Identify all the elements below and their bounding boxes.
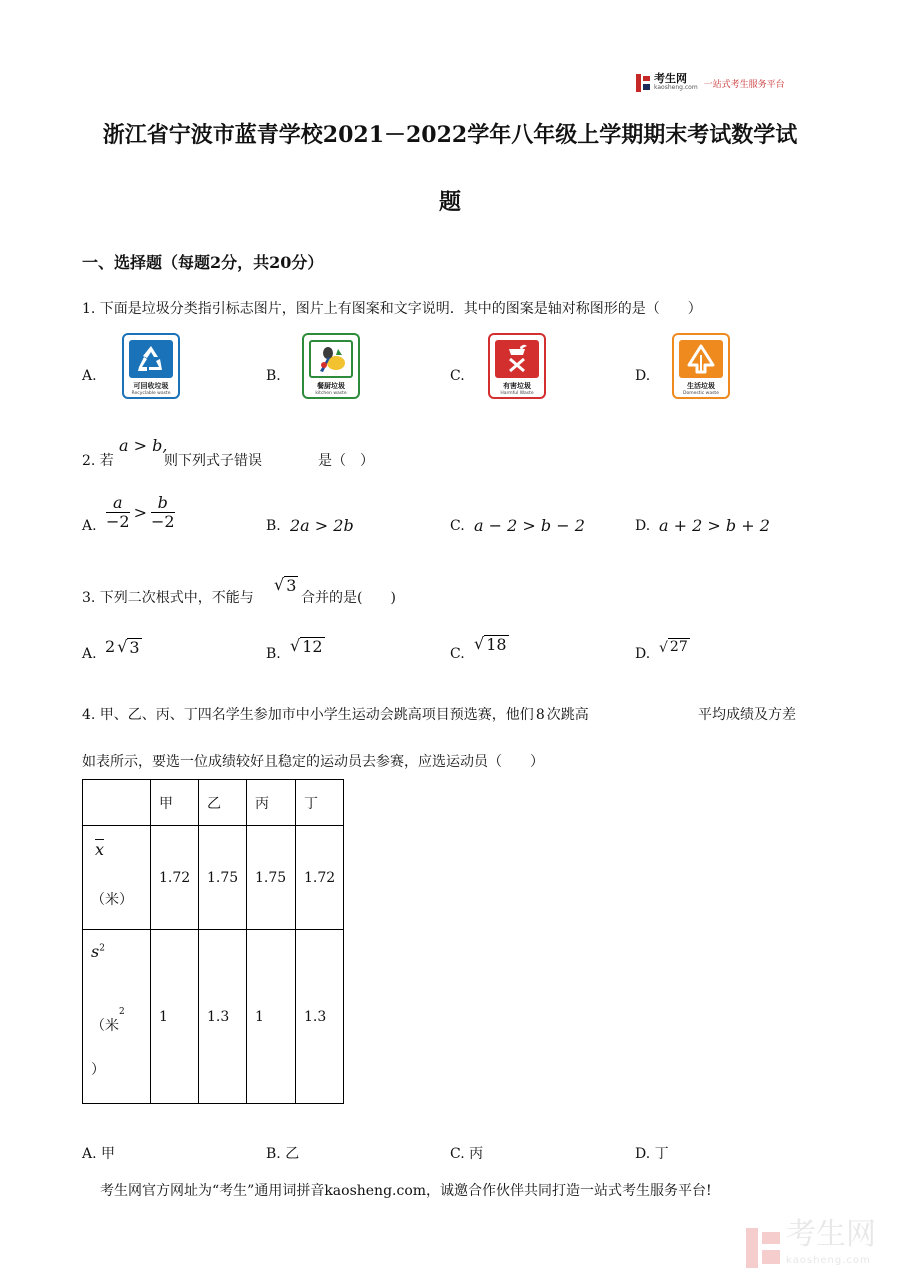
- q3-option-a-expression[interactable]: 2 √ 3: [105, 637, 140, 657]
- q1-option-b-letter: B.: [266, 368, 281, 384]
- q4-option-b[interactable]: B. 乙: [266, 1146, 300, 1162]
- q1-option-d-domestic-sign[interactable]: [672, 333, 730, 399]
- table-cell: 1.72: [296, 826, 344, 930]
- question-3-suffix: 合并的是( ): [301, 590, 396, 606]
- q1-option-c-label: 有害垃圾: [503, 382, 531, 390]
- question-4-line1: 4. 甲、乙、丙、丁四名学生参加市中小学生运动会跳高项目预选赛，他们 8 次跳高: [82, 707, 589, 723]
- table-corner-cell: [83, 780, 151, 826]
- q3-option-d-expression[interactable]: √ 27: [659, 639, 688, 656]
- q3-option-c-letter: C.: [450, 646, 465, 662]
- q1-option-c-harmful-sign[interactable]: [488, 333, 546, 399]
- table-cell: 1.75: [199, 826, 247, 930]
- row-label-variance: $s^2$ （米$^2$ ）: [83, 930, 151, 1104]
- q1-option-a-sublabel: Recyclable waste: [131, 391, 171, 396]
- q2-option-b-letter: B.: [266, 518, 281, 534]
- section-heading: 一、选择题（每题2分，共20分）: [82, 253, 324, 272]
- table-cell: 1.72: [151, 826, 199, 930]
- question-3-radical: √ 3: [274, 575, 297, 595]
- table-cell: 1.3: [296, 930, 344, 1104]
- site-logo[interactable]: [636, 72, 785, 94]
- q1-option-a-letter: A.: [82, 368, 97, 384]
- q2-option-b-expression[interactable]: 2a > 2b: [290, 516, 354, 535]
- q2-option-d-expression[interactable]: a + 2 > b + 2: [659, 516, 770, 535]
- q3-option-d-letter: D.: [635, 646, 651, 662]
- question-2-condition: a > b,: [119, 436, 168, 455]
- table-cell: 1: [151, 930, 199, 1104]
- q2-option-c-expression[interactable]: a − 2 > b − 2: [474, 516, 585, 535]
- watermark-logo-icon: [746, 1228, 780, 1268]
- table-header-cell: 乙: [199, 780, 247, 826]
- table-row-variance: [83, 930, 344, 1104]
- table-header-cell: 丙: [247, 780, 296, 826]
- domestic-waste-icon: [679, 340, 723, 378]
- q4-option-d[interactable]: D. 丁: [635, 1146, 669, 1162]
- q1-option-b-kitchen-sign[interactable]: [302, 333, 360, 399]
- q2-option-a-operator: >: [133, 503, 147, 522]
- question-2-suffix: 则下列式子错误: [164, 453, 262, 469]
- q4-stats-table: [82, 779, 344, 1104]
- row-label-mean: $\overline{x}$ （米）: [83, 826, 151, 930]
- q2-option-a-fraction-right: $\frac{b}{-2}$: [151, 493, 175, 531]
- recycle-icon: [129, 340, 173, 378]
- q3-option-b-letter: B.: [266, 646, 281, 662]
- q2-option-a-fraction-left: $\frac{a}{-2}$: [106, 493, 130, 531]
- page-title: 浙江省宁波市蓝青学校2021－2022学年八年级上学期期末考试数学试: [102, 122, 798, 148]
- q1-option-b-sublabel: kitchen waste: [315, 391, 347, 396]
- question-4-line2: 如表所示，要选一位成绩较好且稳定的运动员去参赛，应选运动员（ ）: [82, 754, 544, 770]
- logo-text: 考生网 kaosheng.com: [654, 72, 698, 91]
- q3-option-a-letter: A.: [82, 646, 97, 662]
- table-row-mean: [83, 826, 344, 930]
- table-cell: 1.75: [247, 826, 296, 930]
- q2-option-a-expression[interactable]: [106, 494, 175, 531]
- q2-option-a-letter: A.: [82, 518, 97, 534]
- q3-option-c-expression[interactable]: √ 18: [474, 634, 507, 654]
- kitchen-waste-icon: [309, 340, 353, 378]
- question-4-line1-end: 平均成绩及方差: [698, 707, 796, 723]
- q1-option-a-recyclable-sign[interactable]: [122, 333, 180, 399]
- footer-note: 考生网官方网址为“考生”通用词拼音kaosheng.com，诚邀合作伙伴共同打造一站式考生服务平台!: [100, 1183, 712, 1199]
- q1-option-c-letter: C.: [450, 368, 465, 384]
- q4-option-c[interactable]: C. 丙: [450, 1146, 484, 1162]
- q4-option-a[interactable]: A. 甲: [82, 1146, 116, 1162]
- q1-option-d-letter: D.: [635, 368, 651, 384]
- harmful-waste-icon: [495, 340, 539, 378]
- question-1-stem: 1. 下面是垃圾分类指引标志图片，图片上有图案和文字说明．其中的图案是轴对称图形的是（ ）: [82, 301, 702, 317]
- q1-option-b-label: 餐厨垃圾: [317, 382, 345, 390]
- q3-option-b-expression[interactable]: √ 12: [290, 636, 323, 656]
- table-cell: 1.3: [199, 930, 247, 1104]
- q1-option-d-sublabel: Domestic waste: [683, 391, 719, 396]
- question-2-tail: 是（ ）: [318, 453, 374, 469]
- table-header-cell: 甲: [151, 780, 199, 826]
- q1-option-a-label: 可回收垃圾: [133, 382, 169, 390]
- watermark: [746, 1217, 876, 1274]
- q1-option-c-sublabel: Harmful Waste: [500, 391, 534, 396]
- table-header-row: [83, 780, 344, 826]
- table-header-cell: 丁: [296, 780, 344, 826]
- logo-mark-icon: [636, 74, 650, 92]
- question-3-prefix: 3. 下列二次根式中，不能与: [82, 590, 254, 606]
- table-cell: 1: [247, 930, 296, 1104]
- q2-option-d-letter: D.: [635, 518, 651, 534]
- question-2-prefix: 2. 若: [82, 453, 114, 469]
- q1-option-d-label: 生活垃圾: [687, 382, 715, 390]
- watermark-text: 考生网 kaosheng.com: [786, 1217, 876, 1266]
- q2-option-c-letter: C.: [450, 518, 465, 534]
- page-title-continued: 题: [438, 189, 461, 215]
- logo-slogan: 一站式考生服务平台: [703, 79, 785, 90]
